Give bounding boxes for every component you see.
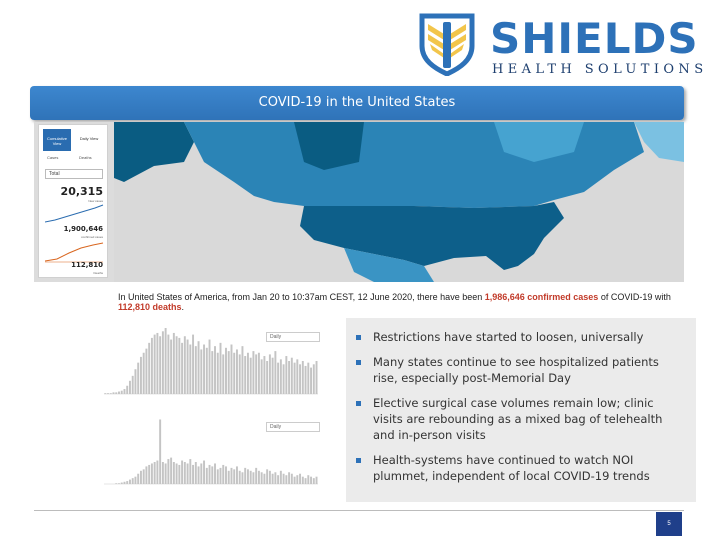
chart-bar — [239, 471, 241, 484]
chart-bar — [121, 391, 123, 394]
chart-bar — [307, 363, 309, 394]
chart-bar — [145, 349, 147, 394]
bullet-item — [356, 395, 684, 443]
chart-bar — [283, 364, 285, 394]
chart-bar — [269, 354, 271, 394]
chart-bar — [211, 351, 213, 394]
chart-bar — [252, 472, 254, 484]
chart-bar — [132, 478, 134, 484]
chart-bar — [143, 469, 145, 484]
chart-bar — [167, 459, 169, 484]
chart-bar — [244, 356, 246, 394]
chart-bar — [214, 346, 216, 394]
chart-bar — [137, 363, 139, 394]
chart-bar — [104, 393, 106, 394]
chart-bar — [233, 353, 235, 394]
caption-deaths: 112,810 deaths — [118, 302, 182, 312]
chart-bar — [277, 363, 279, 394]
chart-bar — [206, 468, 208, 484]
chart-bar — [222, 465, 224, 484]
chart-bar — [266, 469, 268, 484]
chart-bar — [156, 333, 158, 394]
chart-bar — [296, 359, 298, 394]
chart-bar — [132, 376, 134, 394]
chart-bar — [126, 481, 128, 484]
chart-bar — [200, 349, 202, 394]
chart-bar — [285, 356, 287, 394]
bullet-item — [356, 452, 684, 484]
chart-bar — [222, 354, 224, 394]
bullet-text: Restrictions have started to loosen, universally — [373, 330, 644, 344]
chart-bar — [233, 469, 235, 484]
chart-bar — [231, 345, 233, 395]
chart-bar — [239, 354, 241, 394]
shields-logo — [414, 12, 708, 77]
chart-bar — [156, 461, 158, 484]
chart-bar — [129, 480, 131, 484]
chart-bar — [241, 472, 243, 484]
chart-bar — [178, 465, 180, 484]
chart-bar — [310, 368, 312, 394]
confirmed-caption: confirmed cases — [81, 235, 103, 239]
chart-bar — [118, 483, 120, 484]
chart-bar — [192, 465, 194, 484]
chart-bar — [291, 358, 293, 394]
chart-bar — [220, 468, 222, 484]
chart-bar — [299, 474, 301, 484]
chart-bar — [225, 348, 227, 394]
chart-bar — [266, 361, 268, 394]
caption-text-3: . — [181, 302, 185, 312]
key-points-box — [346, 318, 696, 502]
chart-bar — [124, 389, 126, 394]
title-banner — [30, 86, 684, 120]
chart-bar — [192, 335, 194, 394]
chart-bar — [173, 333, 175, 394]
chart-bar — [154, 462, 156, 484]
dashboard-side-panel — [38, 124, 108, 278]
page-number: 5 — [656, 512, 682, 536]
covid-dashboard-screenshot — [34, 122, 684, 282]
chart-bar — [272, 358, 274, 394]
chart-bar — [162, 331, 164, 394]
chart-bar — [129, 381, 131, 394]
caption-text-1: In United States of America, from Jan 20 to 10:37am CEST, 12 June 2020, there have been — [118, 292, 485, 302]
chart-bar — [310, 477, 312, 484]
tab-daily-view[interactable]: Daily View — [79, 136, 99, 141]
chart-bar — [274, 351, 276, 394]
shield-emblem-icon — [414, 12, 480, 76]
bullet-text: Many states continue to see hospitalized patients rise, especially post-Memorial Day — [373, 355, 659, 385]
bullet-square-icon — [356, 401, 361, 406]
chart-bar — [134, 477, 136, 484]
chart-bar — [307, 475, 309, 484]
chart-bar — [165, 463, 167, 484]
chart-bar — [173, 462, 175, 484]
chart-bar — [176, 336, 178, 394]
chart-bar — [302, 477, 304, 484]
chart-bar — [291, 474, 293, 484]
chart-bar — [198, 466, 200, 484]
confirmed-value: 1,900,646 — [63, 225, 103, 233]
chart-bar — [316, 361, 318, 394]
chart-bar — [283, 474, 285, 484]
chart-bar — [151, 338, 153, 394]
chart-bar — [203, 345, 205, 395]
chart-bar — [200, 463, 202, 484]
chart-bar — [305, 366, 307, 394]
chart-bar — [258, 471, 260, 484]
deaths-caption: Deaths — [93, 271, 103, 275]
chart-bar — [313, 478, 315, 484]
chart-bar — [195, 346, 197, 394]
chart-bar — [195, 462, 197, 484]
chart-bar — [137, 474, 139, 484]
chart-bar — [247, 469, 249, 484]
chart-bar — [288, 472, 290, 484]
chart-bar — [214, 463, 216, 484]
chart-bar — [263, 474, 265, 484]
chart-bar — [269, 471, 271, 484]
chart-bar — [258, 353, 260, 394]
chart-bar — [228, 471, 230, 484]
chart-bar — [148, 343, 150, 394]
daily-bar-charts — [56, 324, 326, 496]
chart-bar — [113, 392, 115, 394]
chart-bar — [225, 466, 227, 484]
chart-bar — [236, 466, 238, 484]
subtab-deaths[interactable]: Deaths — [79, 155, 92, 160]
chart-bar — [167, 335, 169, 394]
chart-bar — [107, 393, 109, 394]
chart-bar — [176, 463, 178, 484]
chart-bar — [184, 462, 186, 484]
bullet-square-icon — [356, 335, 361, 340]
chart-bar — [115, 483, 117, 484]
bullet-item — [356, 354, 684, 386]
top-chart-dropdown[interactable]: Daily — [266, 332, 320, 342]
chart-bar — [263, 356, 265, 394]
chart-bar — [148, 465, 150, 484]
subtab-cases[interactable]: Cases — [47, 155, 59, 160]
chart-bar — [178, 338, 180, 394]
north-america-map — [114, 122, 684, 282]
bullet-item — [356, 329, 684, 345]
bullet-text: Elective surgical case volumes remain low; clinic visits are rebounding as a mixed bag of telehealth and in-person visits — [373, 396, 663, 442]
chart-bar — [231, 468, 233, 484]
chart-bar — [294, 363, 296, 394]
chart-bar — [165, 328, 167, 394]
chart-bar — [313, 364, 315, 394]
caption-cases: 1,986,646 confirmed cases — [484, 292, 599, 302]
bullet-square-icon — [356, 360, 361, 365]
chart-bar — [187, 340, 189, 394]
chart-bar — [187, 463, 189, 484]
chart-bar — [250, 358, 252, 394]
chart-bar — [203, 461, 205, 484]
chart-bar — [170, 458, 172, 484]
slide-title: COVID-19 in the United States — [258, 95, 456, 110]
footer-divider — [34, 510, 684, 511]
chart-bar — [252, 351, 254, 394]
chart-bar — [209, 340, 211, 394]
chart-bar — [118, 392, 120, 394]
chart-bar — [250, 471, 252, 484]
chart-bar — [217, 353, 219, 394]
chart-bar — [302, 361, 304, 394]
chart-bar — [140, 357, 142, 394]
chart-bar — [211, 466, 213, 484]
chart-bar — [159, 336, 161, 394]
chart-bar — [121, 483, 123, 484]
chart-bar — [170, 340, 172, 394]
chart-bar — [126, 386, 128, 394]
chart-bar — [181, 461, 183, 484]
chart-bar — [255, 468, 257, 484]
deaths-sparkline — [45, 239, 105, 263]
logo-wordmark: SHIELDS — [490, 14, 699, 63]
chart-bar — [228, 351, 230, 394]
chart-bar — [198, 341, 200, 394]
chart-bar — [217, 469, 219, 484]
chart-bar — [288, 361, 290, 394]
chart-bar — [151, 463, 153, 484]
chart-bar — [189, 459, 191, 484]
chart-bar — [285, 475, 287, 484]
chart-bar — [280, 359, 282, 394]
chart-bar — [294, 477, 296, 484]
chart-bar — [261, 359, 263, 394]
chart-bar — [296, 475, 298, 484]
chart-bar — [115, 392, 117, 394]
chart-bar — [247, 353, 249, 394]
chart-bar — [316, 477, 318, 484]
chart-bar — [220, 343, 222, 394]
bullet-text: Health-systems have continued to watch NOI plummet, independent of local COVID-19 trends — [373, 453, 650, 483]
caption-text-2: of COVID-19 with — [598, 292, 671, 302]
chart-bar — [140, 471, 142, 484]
chart-bar — [305, 478, 307, 484]
daily-deaths-bar-chart — [56, 414, 326, 490]
chart-bar — [272, 474, 274, 484]
daily-cases-bar-chart — [56, 324, 326, 400]
cases-sparkline — [45, 203, 105, 223]
chart-bar — [145, 466, 147, 484]
chart-bar — [244, 468, 246, 484]
new-cases-value: 20,315 — [60, 185, 103, 198]
chart-bar — [110, 393, 112, 394]
chart-bar — [209, 465, 211, 484]
logo-subtitle: HEALTH SOLUTIONS — [492, 62, 708, 77]
new-cases-caption: New cases — [88, 199, 103, 203]
chart-bar — [261, 472, 263, 484]
chart-bar — [162, 462, 164, 484]
tab-cumulative-view[interactable]: Cumulative View — [43, 129, 71, 151]
chart-bar — [236, 349, 238, 394]
bottom-chart-dropdown[interactable]: Daily — [266, 422, 320, 432]
chart-bar — [184, 336, 186, 394]
chart-bar — [134, 369, 136, 394]
chart-bar — [189, 345, 191, 395]
chart-bar — [124, 482, 126, 484]
bullet-square-icon — [356, 458, 361, 463]
chart-bar — [277, 475, 279, 484]
chart-bar — [299, 364, 301, 394]
chart-bar — [241, 346, 243, 394]
chart-bar — [206, 348, 208, 394]
chart-bar — [181, 343, 183, 394]
metric-select[interactable]: Total — [45, 169, 103, 179]
chart-bar — [143, 353, 145, 394]
chart-bar — [255, 354, 257, 394]
dashboard-caption — [118, 292, 678, 312]
chart-bar — [154, 335, 156, 394]
chart-bar — [280, 471, 282, 484]
chart-bar — [274, 472, 276, 484]
deaths-value: 112,810 — [71, 261, 103, 269]
chart-bar — [159, 419, 161, 484]
